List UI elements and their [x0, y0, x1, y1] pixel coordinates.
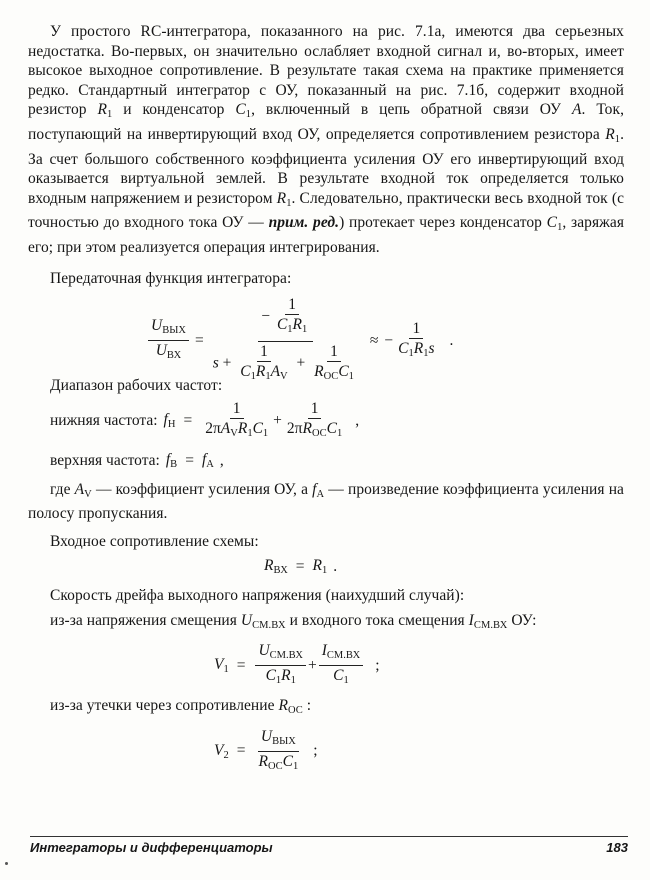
- paragraph-leakage-drift: из-за утечки через сопротивление $R_{ОС}$ :: [50, 696, 312, 716]
- scan-dot: [5, 862, 8, 865]
- formula-transfer-function: $\frac{U_{ВЫХ}}{U_{ВХ}}$ = − $\frac{1}{C_1R_1}$ s + $\frac{1}{C_1R_1A_V}$ + $\frac{1}{R_{ОС}C_1}$ ≈ − $\frac{1}{C_1R_1s}$ .: [28, 288, 624, 372]
- formula-input-resistance: $R_{ВХ}$ = $R_1$ .: [264, 557, 338, 576]
- formula-v1: $V_1$ = $\frac{U_{СМ.ВХ}}{C_1R_1}$ + $\frac{I_{СМ.ВХ}}{C_1}$ ;: [214, 642, 380, 687]
- low-frequency-label: нижняя частота:: [50, 411, 158, 429]
- paragraph-transfer-function: Передаточная функция интегратора:: [50, 269, 292, 287]
- paragraph-av-definition: где $A_V$ — коэффициент усиления ОУ, а $f_A$ — произведение коэффициента усиления на полосу пропускания.: [28, 480, 624, 523]
- paragraph-rc-integrator: У простого RC-интегратора, показанного на рис. 7.1а, имеются два серьезных недостатка. Во-первых, он значительно ослабляет входной сигнал и, во-вторых, имеет высокое выходное сопротивление. В результате такая схема на практике применяется редко. Стандартный интегратор с ОУ, показанный на рис. 7.1б, содержит входной резистор $R_1$ и конденсатор $C_1$, включенный в цепь обратной связи ОУ A. Ток, поступающий на инвертирующий вход ОУ, определяется сопротивлением резистора $R_1$. За счет большого собственного коэффициента усиления ОУ его инвертирующий вход оказывается виртуальной землей. В результате входной ток определяется только входным напряжением и резистором $R_1$. Следовательно, практически весь входной ток (с точностью до входного тока ОУ — прим. ред.) протекает через конденсатор $C_1$, заряжая его; при этом реализуется операция интегрирования.: [28, 23, 624, 256]
- footer-title: Интеграторы и дифференциаторы: [30, 840, 273, 855]
- paragraph-offset-drift: из-за напряжения смещения $U_{СМ.ВХ}$ и входного тока смещения $I_{СМ.ВХ}$ ОУ:: [50, 612, 537, 632]
- formula-high-frequency: верхняя частота: $f_В$ = $f_A$ ,: [50, 451, 224, 471]
- formula-low-frequency: нижняя частота: $f_Н$ = $\frac{1}{2\pi A_VR_1C_1}$ + $\frac{1}{2\pi R_{ОС}C_1}$ ,: [50, 399, 360, 439]
- paragraph-drift-rate: Скорость дрейфа выходного напряжения (наихудший случай):: [50, 586, 465, 604]
- page-number: 183: [606, 840, 628, 855]
- paragraph-input-resistance: Входное сопротивление схемы:: [50, 532, 259, 550]
- high-frequency-label: верхняя частота:: [50, 451, 160, 469]
- paragraph-frequency-range: Диапазон рабочих частот:: [50, 377, 223, 395]
- page-footer: [30, 836, 628, 855]
- document-page: [28, 22, 624, 782]
- formula-v2: $V_2$ = $\frac{U_{ВЫХ}}{R_{ОС}C_1}$ ;: [214, 727, 318, 772]
